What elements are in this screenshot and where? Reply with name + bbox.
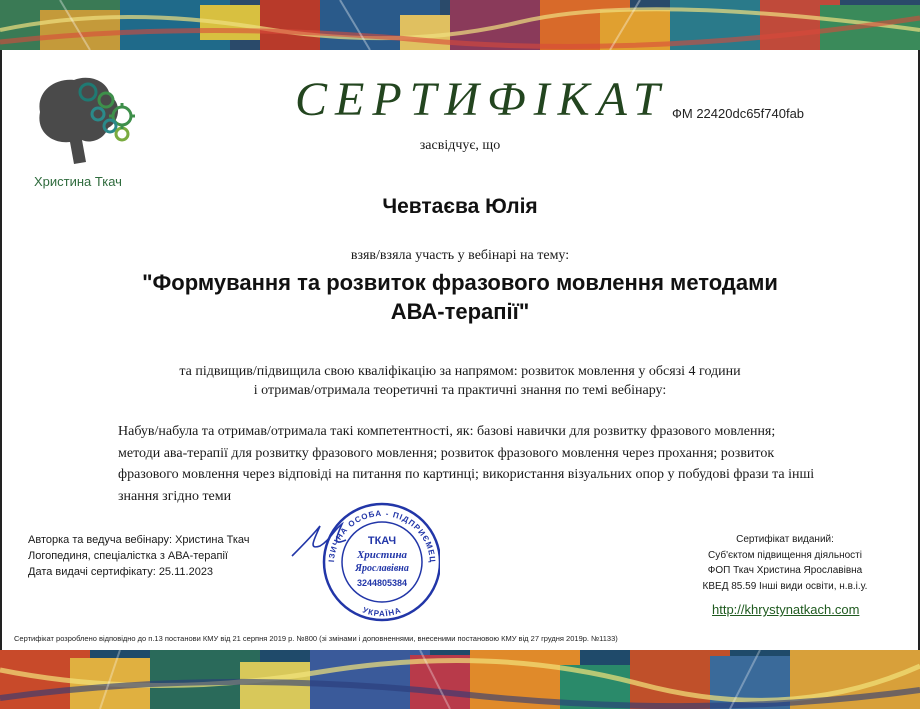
official-stamp — [290, 500, 440, 625]
issuer-line-4: КВЕД 85.59 Інші види освіти, н.в.і.у. — [702, 580, 868, 592]
recipient-name: Чевтаєва Юлія — [382, 195, 538, 218]
qualification-line-2: і отримав/отримала теоретичні та практичні знання по темі вебінару: — [253, 383, 667, 398]
website-link[interactable]: http://khrystynatkach.com — [712, 602, 860, 617]
competencies-text: Набув/набула та отримав/отримала такі компетентності, як: базові навички для розвитку фразового мовлення; методи ава-терапії для розвитку фразового мовлення; розвиток фразового мовлення через прохання; розвиток фразового мовлення через відповіді на питання по картинці; використання візуальних опор у побудові фрази та інші знання згідно теми — [118, 424, 815, 504]
issuer-line-2: Суб'єктом підвищення діяльності — [708, 549, 862, 561]
certificate-number: ФМ 22420dc65f740fab — [672, 106, 805, 121]
issuer-line-3: ФОП Ткач Христина Ярославівна — [707, 565, 863, 576]
logo-name: Христина Ткач — [34, 174, 122, 189]
logo — [30, 70, 142, 190]
stamp-name-1: ТКАЧ — [367, 535, 397, 547]
stamp-name-2: Христина — [356, 549, 408, 561]
top-decorative-band — [0, 0, 920, 50]
abstract-paint-strokes — [0, 0, 920, 50]
bottom-decorative-band — [0, 650, 920, 709]
issue-date-line — [28, 564, 250, 580]
issue-date: 25.11.2023 — [158, 566, 214, 578]
webinar-topic — [0, 268, 920, 326]
author-block — [28, 532, 250, 580]
qualification-line-1: та підвищив/підвищила свою кваліфікацію за напрямом: розвиток мовлення у обсязі 4 години — [179, 364, 741, 379]
author-line-2: Логопединя, спеціалістка з АВА-терапії — [28, 550, 228, 562]
stamp-ring-bottom: УКРАЇНА — [361, 605, 403, 619]
stamp-name-3: Ярославівна — [355, 563, 409, 574]
stamp-seal — [290, 500, 440, 625]
webinar-topic-line-1: "Формування та розвиток фразового мовлення методами — [142, 270, 778, 295]
webinar-topic-line-2: АВА-терапії" — [390, 299, 530, 324]
stamp-code: 3244805384 — [356, 578, 408, 588]
certifies-text: засвідчує, що — [419, 138, 501, 153]
abstract-paint-strokes-bottom — [0, 650, 920, 709]
legal-footnote: Сертифікат розроблено відповідно до п.13 постанови КМУ від 21 серпня 2019 р. №800 (зі змінами і доповненнями, внесеними постановою КМУ від 27 грудня 2019р. №1133) — [14, 634, 618, 643]
stamp-ring-top: ІЗИЧНА ОСОБА - ПІДПРИЄМЕЦ — [327, 508, 438, 564]
issuer-line-1: Сертифікат виданий: — [736, 534, 834, 545]
brain-gears-icon — [30, 70, 142, 170]
author-line-1: Авторка та ведуча вебінару: Христина Ткач — [28, 534, 250, 546]
issue-date-label: Дата видачі сертифікату: — [28, 566, 156, 578]
issuer-block — [690, 532, 880, 594]
certificate-title: СЕРТИФІКАТ — [295, 73, 668, 126]
participation-text: взяв/взяла участь у вебінарі на тему: — [350, 248, 570, 263]
svg-text:УКРАЇНА — [361, 605, 402, 618]
qualification-text — [0, 362, 920, 400]
